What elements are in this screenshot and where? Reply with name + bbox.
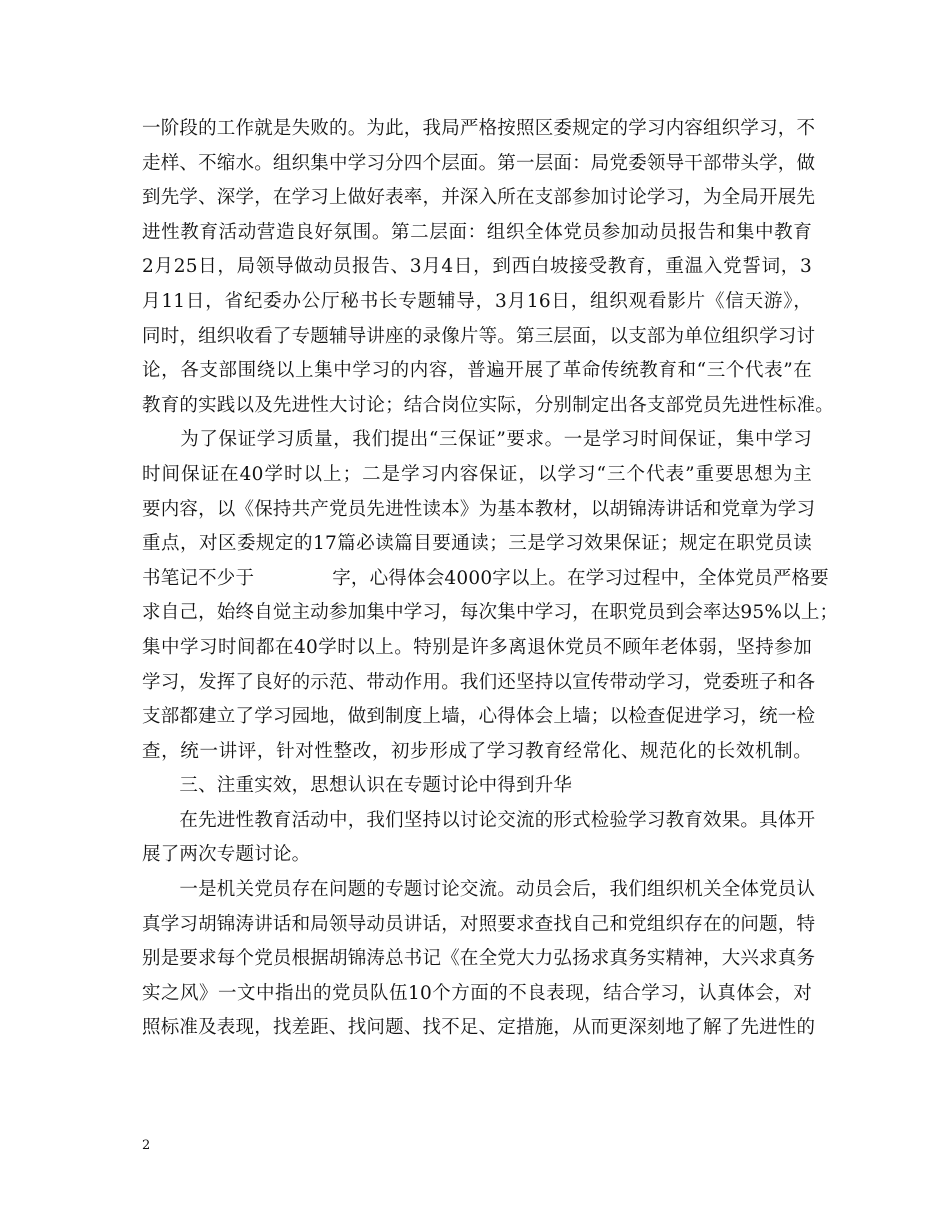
- body-text: [142, 112, 839, 1046]
- text-line: 照标准及表现，找差距、找问题、找不足、定措施，从而更深刻地了解了先进性的: [142, 1017, 816, 1039]
- text-line: 支部都建立了学习园地，做到制度上墙，心得体会上墙；以检查促进学习，统一检: [142, 706, 816, 728]
- text-line: 一阶段的工作就是失败的。为此，我局严格按照区委规定的学习内容组织学习，不: [142, 118, 816, 139]
- text-line: 为了保证学习质量，我们提出“三保证”要求。一是学习时间保证，集中学习: [142, 429, 812, 451]
- text-line-with-gap: [142, 562, 829, 597]
- text-line: 教育的实践以及先进性大讨论；结合岗位实际，分别制定出各支部党员先进性标准。: [142, 394, 834, 416]
- text-line: 别是要求每个党员根据胡锦涛总书记《在全党大力弘扬求真务实精神，大兴求真务: [142, 948, 816, 970]
- text-line: 到先学、深学，在学习上做好表率，并深入所在支部参加讨论学习，为全局开展先: [142, 187, 816, 209]
- text-line: 同时，组织收看了专题辅导讲座的录像片等。第三层面，以支部为单位组织学习讨: [142, 325, 816, 347]
- text-line: 一是机关党员存在问题的专题讨论交流。动员会后，我们组织机关全体党员认: [142, 879, 816, 901]
- text-line: 论，各支部围绕以上集中学习的内容，普遍开展了革命传统教育和“三个代表”在: [142, 360, 812, 382]
- section-heading: 三、注重实效，思想认识在专题讨论中得到升华: [142, 775, 573, 797]
- text-line: 真学习胡锦涛讲话和局领导动员讲话，对照要求查找自己和党组织存在的问题，特: [142, 913, 816, 935]
- text-line: 展了两次专题讨论。: [142, 844, 311, 866]
- text-line: 集中学习时间都在40学时以上。特别是许多离退休党员不顾年老体弱，坚持参加: [142, 636, 812, 658]
- text-line: 要内容，以《保持共产党员先进性读本》为基本教材，以胡锦涛讲话和党章为学习: [142, 498, 816, 520]
- text-line: 走样、不缩水。组织集中学习分四个层面。第一层面：局党委领导干部带头学，做: [142, 152, 816, 174]
- text-segment: 字，心得体会4000字以上。在学习过程中，全体党员严格要: [332, 567, 829, 589]
- text-segment: 书笔记不少于: [142, 567, 255, 589]
- text-line: 学习，发挥了良好的示范、带动作用。我们还坚持以宣传带动学习，党委班子和各: [142, 671, 816, 693]
- page-number: 2: [142, 1138, 151, 1153]
- text-line: 查，统一讲评，针对性整改，初步形成了学习教育经常化、规范化的长效机制。: [142, 740, 812, 762]
- text-line: 2月25日，局领导做动员报告、3月4日，到西白坡接受教育，重温入党誓词，3: [142, 256, 812, 278]
- text-line: 时间保证在40学时以上；二是学习内容保证，以学习“三个代表”重要思想为主: [142, 463, 812, 485]
- text-line: 实之风》一文中指出的党员队伍10个方面的不良表现，结合学习，认真体会，对: [142, 982, 812, 1004]
- text-line: 在先进性教育活动中，我们坚持以讨论交流的形式检验学习教育效果。具体开: [142, 809, 816, 831]
- text-line: 月11日，省纪委办公厅秘书长专题辅导，3月16日，组织观看影片《信天游》，: [142, 290, 812, 312]
- text-line: 进性教育活动营造良好氛围。第二层面：组织全体党员参加动员报告和集中教育: [142, 221, 812, 243]
- text-line: 重点，对区委规定的17篇必读篇目要通读；三是学习效果保证；规定在职党员读: [142, 533, 812, 555]
- text-line: 求自己，始终自觉主动参加集中学习，每次集中学习，在职党员到会率达95%以上；: [142, 602, 839, 624]
